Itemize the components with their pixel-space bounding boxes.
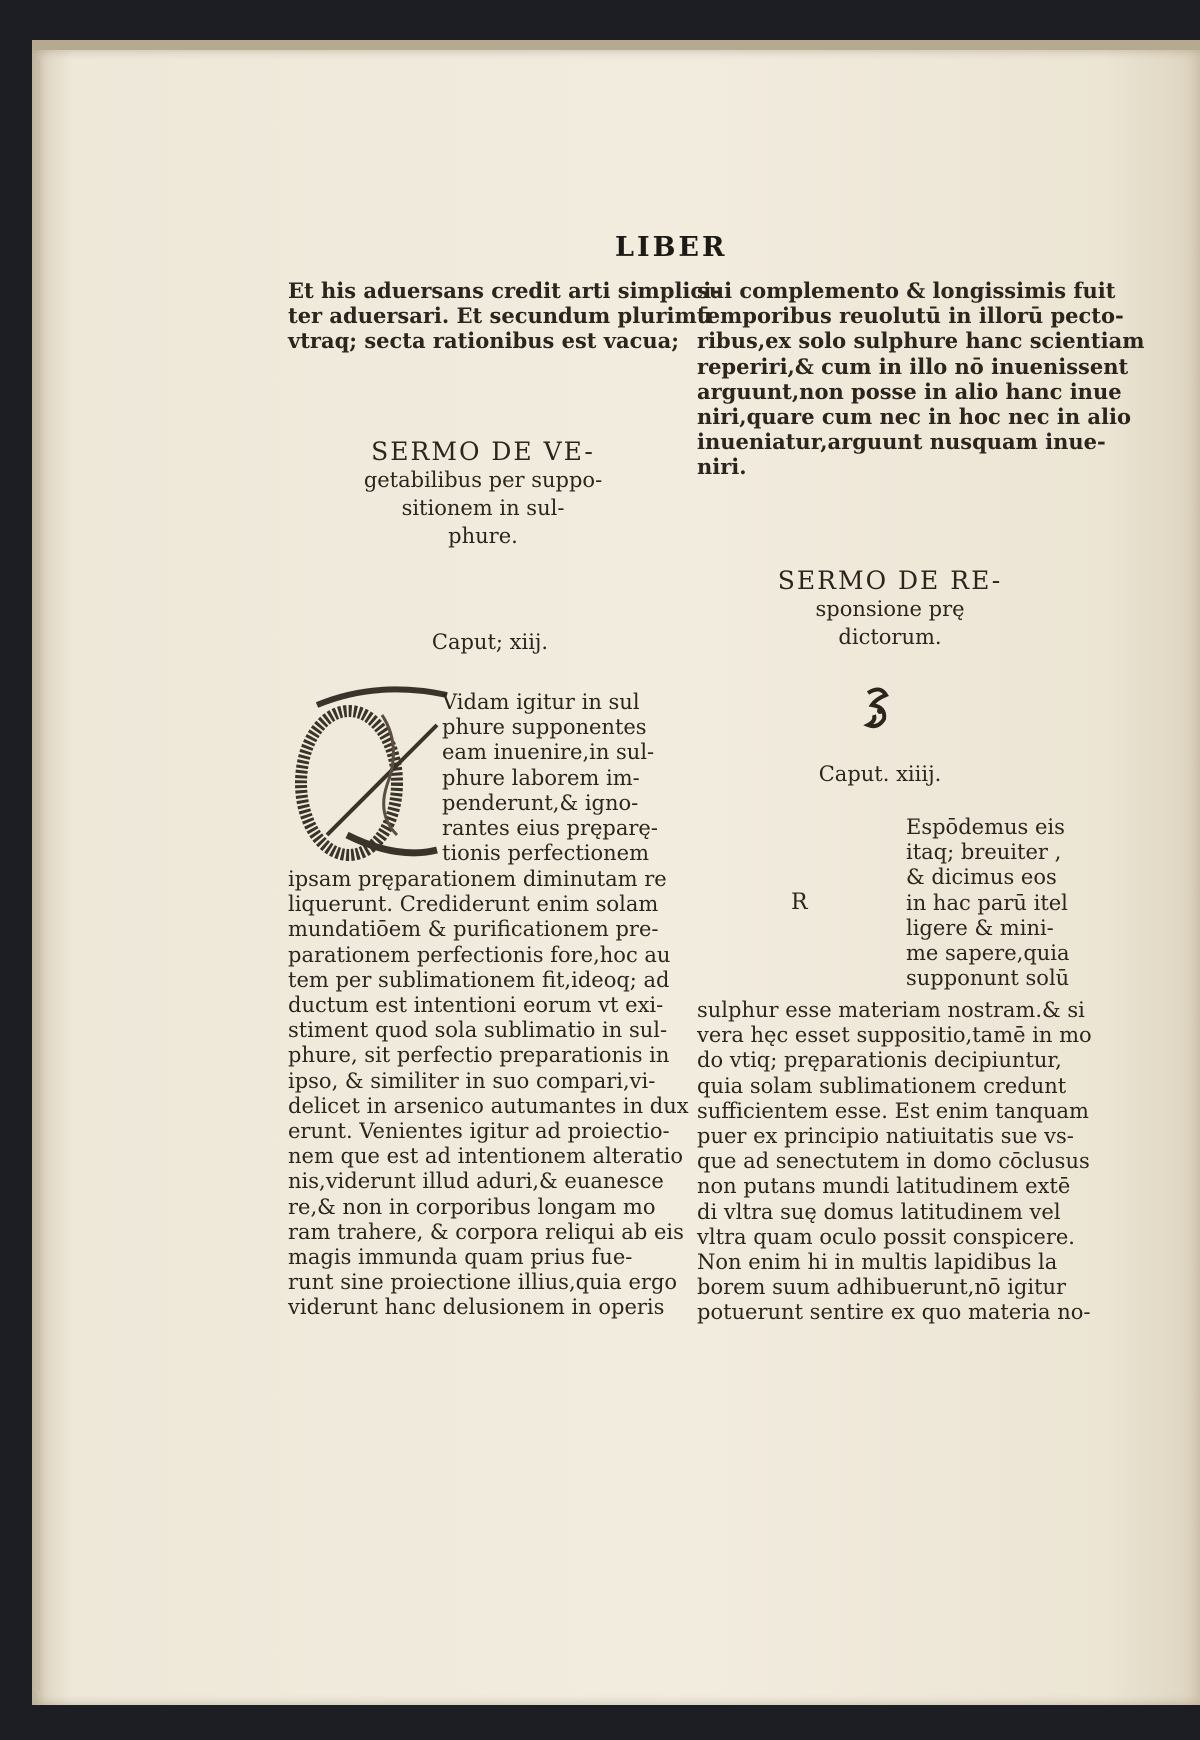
decorated-initial-q-icon [287, 685, 452, 863]
text-line: Non enim hi in multis lapidibus la [697, 1250, 1058, 1275]
text-line: phure supponentes [442, 715, 647, 740]
right-section-title [745, 567, 1035, 651]
text-line: nis,viderunt illud aduri,& euanesce [288, 1169, 664, 1194]
text-line: do vtiq; pręparationis decipiuntur, [697, 1048, 1062, 1073]
text-line: rantes eius pręparę- [442, 816, 658, 841]
text-line: nem que est ad intentionem alteratio [288, 1144, 684, 1169]
text-line: phure, sit perfectio preparationis in [288, 1043, 670, 1068]
text-line: vltra quam oculo possit conspicere. [697, 1224, 1075, 1249]
text-line: sui complemento & longissimis fuit [697, 278, 1116, 303]
text-line: magis immunda quam prius fue- [288, 1245, 633, 1270]
text-line: & dicimus eos [906, 865, 1057, 890]
text-line: getabilibus per suppo- [363, 468, 603, 492]
text-line: borem suum adhibuerunt,nō igitur [697, 1275, 1067, 1300]
text-line: ipsam pręparationem diminutam re [288, 867, 667, 891]
text-line: ram trahere, & corpora reliqui ab eis [288, 1219, 684, 1244]
text-line: temporibus reuolutū in illorū pecto- [697, 303, 1124, 329]
text-line: itaq; breuiter , [906, 840, 1062, 865]
text-line: que ad senectutem in domo cōclusus [697, 1149, 1090, 1174]
text-line: viderunt hanc delusionem in operis [288, 1295, 665, 1320]
text-line: Et his aduersans credit arti simplici- [288, 278, 720, 303]
guide-letter-r: R [791, 890, 808, 915]
text-line: sitionem in sul- [401, 496, 565, 520]
text-line: arguunt,non posse in alio hanc inue [697, 378, 1122, 404]
text-line: vera hęc esset suppositio,tamē in mo [697, 1023, 1092, 1048]
fleuron-ornament-icon [860, 685, 894, 735]
text-line: niri,quare cum nec in hoc nec in alio [697, 404, 1131, 430]
text-line: ipso, & similiter in suo compari,vi- [288, 1068, 656, 1093]
text-line: SERMO DE RE- [777, 566, 1003, 595]
text-line: SERMO DE VE- [371, 437, 595, 466]
text-line: in hac parū itel [906, 890, 1068, 915]
right-indented-lines [906, 815, 1076, 991]
text-line: supponunt solū [906, 966, 1070, 991]
text-line: delicet in arsenico autumantes in dux [288, 1093, 689, 1118]
text-line: quia solam sublimationem credunt [697, 1073, 1067, 1098]
text-line: stiment quod sola sublimatio in sul- [288, 1018, 668, 1043]
left-intro-text [288, 278, 720, 354]
text-line: Vidam igitur in sul [442, 690, 640, 714]
text-line: potuerunt sentire ex quo materia no- [697, 1300, 1091, 1325]
text-line: sulphur esse materiam nostram.& si [697, 998, 1085, 1022]
text-line: ribus,ex solo sulphure hanc scientiam [697, 328, 1145, 354]
right-intro-text [697, 278, 1145, 480]
text-line: ductum est intentioni eorum vt exi- [288, 993, 664, 1018]
text-line: eam inuenire,in sul- [442, 740, 655, 765]
page-edge [38, 60, 40, 1690]
text-line: phure. [448, 524, 518, 548]
text-line: inueniatur,arguunt nusquam inue- [697, 429, 1106, 455]
text-line: reperiri,& cum in illo nō inuenissent [697, 353, 1129, 379]
text-line: sufficientem esse. Est enim tanquam [697, 1098, 1089, 1123]
text-line: dictorum. [838, 625, 942, 649]
text-line: vtraq; secta rationibus est vacua; [288, 328, 680, 354]
text-line: tionis perfectionem [442, 841, 650, 866]
text-line: liquerunt. Crediderunt enim solam [288, 892, 659, 917]
left-section-title [318, 438, 648, 550]
text-line: erunt. Venientes igitur ad proiectio- [288, 1119, 670, 1144]
text-line: sponsione prę [815, 597, 965, 621]
text-line: phure laborem im- [442, 765, 640, 790]
right-caput-heading: Caput. xiiij. [818, 762, 942, 786]
text-line: penderunt,& igno- [442, 790, 639, 815]
running-header: LIBER [615, 232, 728, 263]
text-line: runt sine proiectione illius,quia ergo [288, 1270, 678, 1295]
left-body-text [288, 867, 689, 1321]
text-line: di vltra suę domus latitudinem vel [697, 1199, 1061, 1224]
left-dropcap-lines [442, 690, 658, 866]
text-line: non putans mundi latitudinem extē [697, 1174, 1071, 1199]
text-line: ter aduersari. Et secundum plurimū [288, 303, 712, 329]
text-line: parationem perfectionis fore,hoc au [288, 942, 671, 967]
text-line: re,& non in corporibus longam mo [288, 1194, 656, 1219]
text-line: mundatiōem & purificationem pre- [288, 917, 659, 942]
left-caput-heading: Caput; xiij. [431, 630, 549, 654]
text-line: tem per sublimationem fit,ideoq; ad [288, 967, 670, 992]
text-line: Espōdemus eis [906, 815, 1065, 839]
text-line: me sapere,quia [906, 941, 1070, 966]
right-body-text [697, 998, 1092, 1326]
text-line: ligere & mini- [906, 915, 1054, 940]
text-line: puer ex principio natiuitatis sue vs- [697, 1124, 1074, 1149]
text-line: niri. [697, 454, 747, 480]
